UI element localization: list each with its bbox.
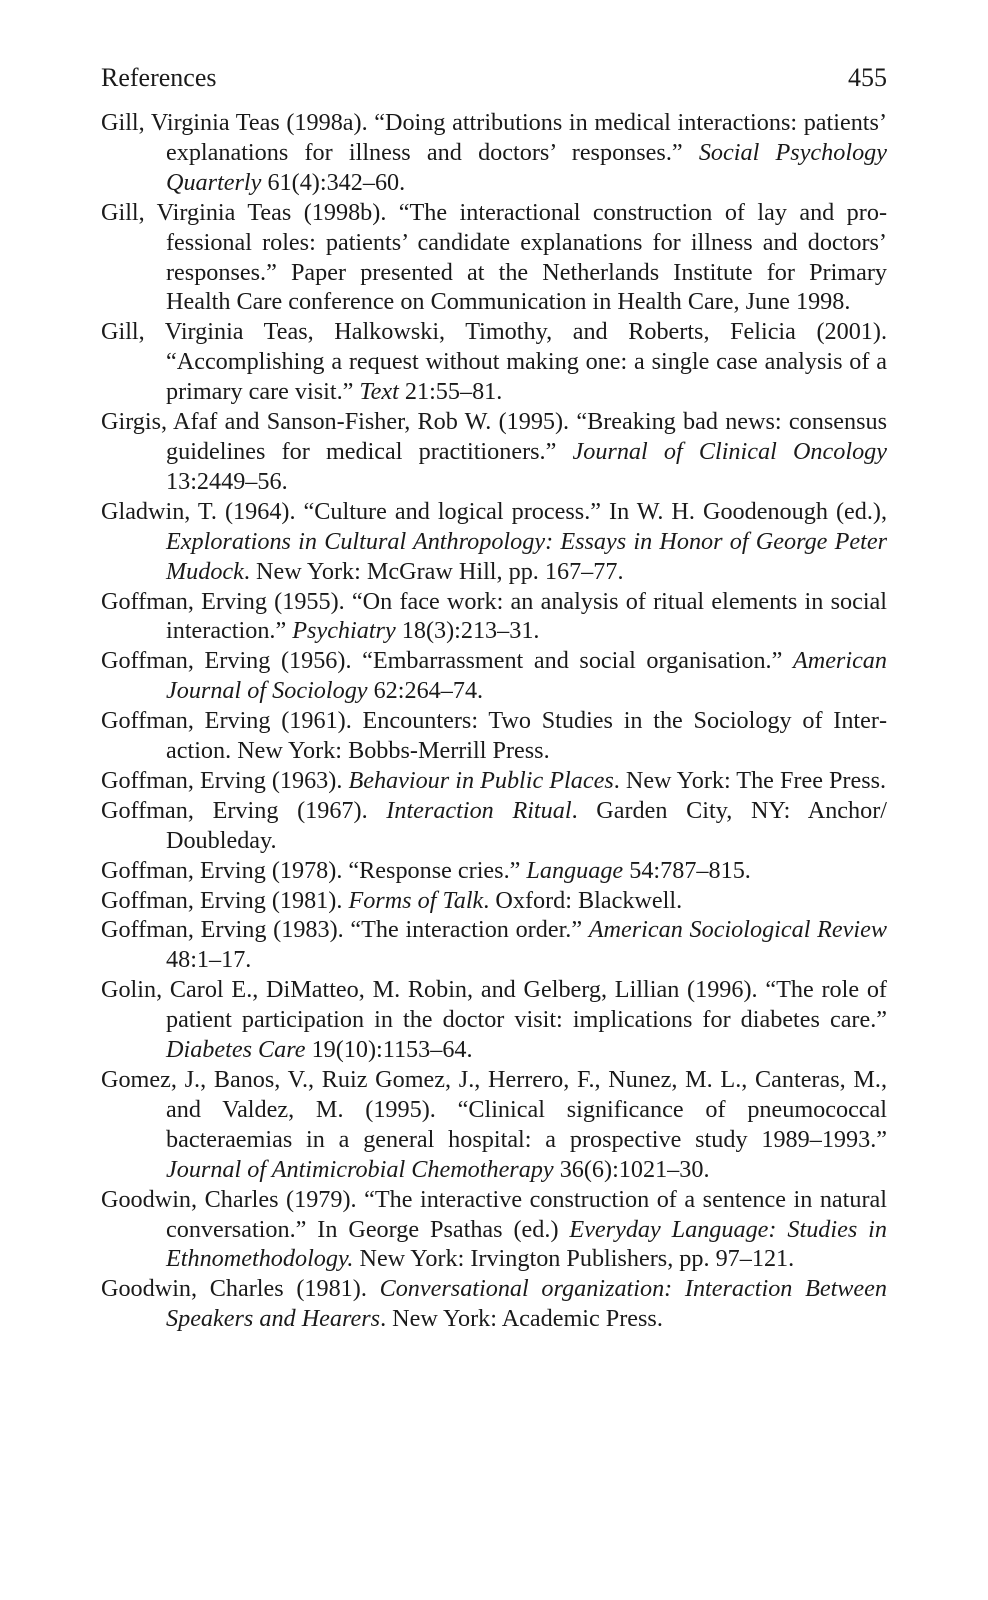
reference-entry	[101, 796, 887, 856]
reference-text: Goffman, Erving (1956). “Embarrassment and social organisation.”	[101, 647, 793, 675]
reference-title-italic: Interaction Ritual	[386, 796, 572, 824]
reference-text: Goffman, Erving (1955). “On face work: an analysis of ritual elements in social interaction.”	[101, 587, 887, 645]
reference-text: 61(4):342–60.	[261, 168, 406, 196]
reference-text: Goffman, Erving (1967).	[101, 796, 387, 824]
reference-text: . New York: Academic Press.	[380, 1305, 663, 1333]
reference-text: . Garden City, NY: Anchor/ Doubleday.	[166, 796, 887, 854]
reference-title-italic: Social Psychology Quarterly	[166, 138, 887, 196]
reference-title-italic: Language	[526, 856, 624, 884]
reference-text: 21:55–81.	[398, 378, 503, 406]
reference-entry	[101, 108, 887, 198]
reference-text: Goffman, Erving (1961). Encounters: Two Studies in the Sociology of Interaction. New York: Bobbs-Merrill Press.	[101, 707, 887, 765]
reference-entry	[101, 587, 887, 647]
reference-entry	[101, 706, 887, 766]
reference-text: Gladwin, T. (1964). “Culture and logical process.” In W. H. Goodenough (ed.),	[101, 497, 887, 525]
reference-text: 48:1–17.	[166, 946, 252, 974]
running-head	[101, 62, 887, 108]
reference-entry	[101, 975, 887, 1065]
reference-title-italic: Explorations in Cultural Anthropology: Essays in Honor of George Peter Mudock	[166, 527, 887, 585]
reference-entry	[101, 886, 887, 916]
reference-text: 54:787–815.	[623, 856, 751, 884]
reference-title-italic: Diabetes Care	[166, 1036, 306, 1064]
reference-entry	[101, 646, 887, 706]
reference-title-italic: American Journal of Sociology	[166, 647, 887, 705]
reference-text: Girgis, Afaf and Sanson-Fisher, Rob W. (1995). “Breaking bad news: consensus guidelines for medical practitioners.”	[101, 408, 887, 465]
reference-title-italic: American Sociological Review	[588, 916, 887, 944]
reference-text: . New York: McGraw Hill, pp. 167–77.	[243, 557, 624, 585]
reference-text: Goffman, Erving (1963).	[101, 766, 349, 794]
reference-text: Gill, Virginia Teas, Halkowski, Timothy, and Roberts, Felicia (2001). “Accomplishing a request without making one: a single case analysis of a primary care visit.”	[101, 318, 887, 406]
reference-text: . New York: The Free Press.	[613, 766, 887, 794]
reference-text: 62:264–74.	[367, 677, 484, 705]
section-title: References	[101, 63, 217, 92]
reference-entry	[101, 317, 887, 407]
reference-entry	[101, 1274, 887, 1334]
reference-title-italic: Everyday Language: Studies in Ethnomethodology.	[166, 1215, 887, 1273]
reference-entry	[101, 766, 887, 796]
reference-text: Gomez, J., Banos, V., Ruiz Gomez, J., Herrero, F., Nunez, M. L., Canteras, M., and Valdez, M. (1995). “Clinical significance of pneumococcal bacteraemias in a general hospital: a prospective study 1989–1993.”	[101, 1066, 887, 1153]
reference-title-italic: Text	[359, 378, 399, 406]
reference-text: . Oxford: Blackwell.	[483, 886, 683, 914]
reference-text: Golin, Carol E., DiMatteo, M. Robin, and Gelberg, Lillian (1996). “The role of patient participation in the doctor visit: implications for diabetes care.”	[101, 976, 887, 1034]
reference-title-italic: Journal of Clinical Oncology	[572, 437, 887, 465]
reference-title-italic: Psychiatry	[292, 617, 396, 645]
page-number: 455	[848, 63, 887, 92]
reference-entry	[101, 1185, 887, 1275]
reference-text: 13:2449–56.	[166, 467, 288, 495]
reference-text: 18(3):213–31.	[395, 617, 540, 645]
book-page	[101, 62, 887, 1334]
reference-entry	[101, 407, 887, 497]
reference-list	[101, 108, 887, 1334]
reference-text: Gill, Virginia Teas (1998b). “The interactional construction of lay and professional roles: patients’ candidate explanations for illness and doctors’ responses.” Paper presented at the Netherlands Institute for Primary Health Care conference on Communication in Health Care, June 1998.	[101, 198, 887, 316]
reference-title-italic: Forms of Talk	[348, 886, 484, 914]
reference-text: Goodwin, Charles (1979). “The interactive construction of a sentence in natural conversation.” In George Psathas (ed.)	[101, 1185, 887, 1243]
reference-text: Gill, Virginia Teas (1998a). “Doing attributions in medical interactions: patients’ explanations for illness and doctors’ responses.”	[101, 109, 887, 166]
reference-title-italic: Conversational organization: Interaction Between Speakers and Hearers	[166, 1275, 888, 1333]
reference-text: 19(10):1153–64.	[305, 1036, 473, 1064]
reference-title-italic: Journal of Antimicrobial Chemotherapy	[166, 1155, 554, 1183]
reference-entry	[101, 915, 887, 975]
reference-text: New York: Irvington Publishers, pp. 97–121.	[353, 1245, 795, 1273]
reference-entry	[101, 497, 887, 587]
reference-text: Goffman, Erving (1983). “The interaction order.”	[101, 916, 589, 944]
reference-text: 36(6):1021–30.	[553, 1155, 710, 1183]
reference-entry	[101, 1065, 887, 1185]
reference-text: Goodwin, Charles (1981).	[101, 1275, 380, 1303]
reference-text: Goffman, Erving (1981).	[101, 886, 349, 914]
reference-entry	[101, 856, 887, 886]
reference-title-italic: Behaviour in Public Places	[348, 766, 614, 794]
reference-entry	[101, 198, 887, 318]
reference-text: Goffman, Erving (1978). “Response cries.”	[101, 856, 527, 884]
